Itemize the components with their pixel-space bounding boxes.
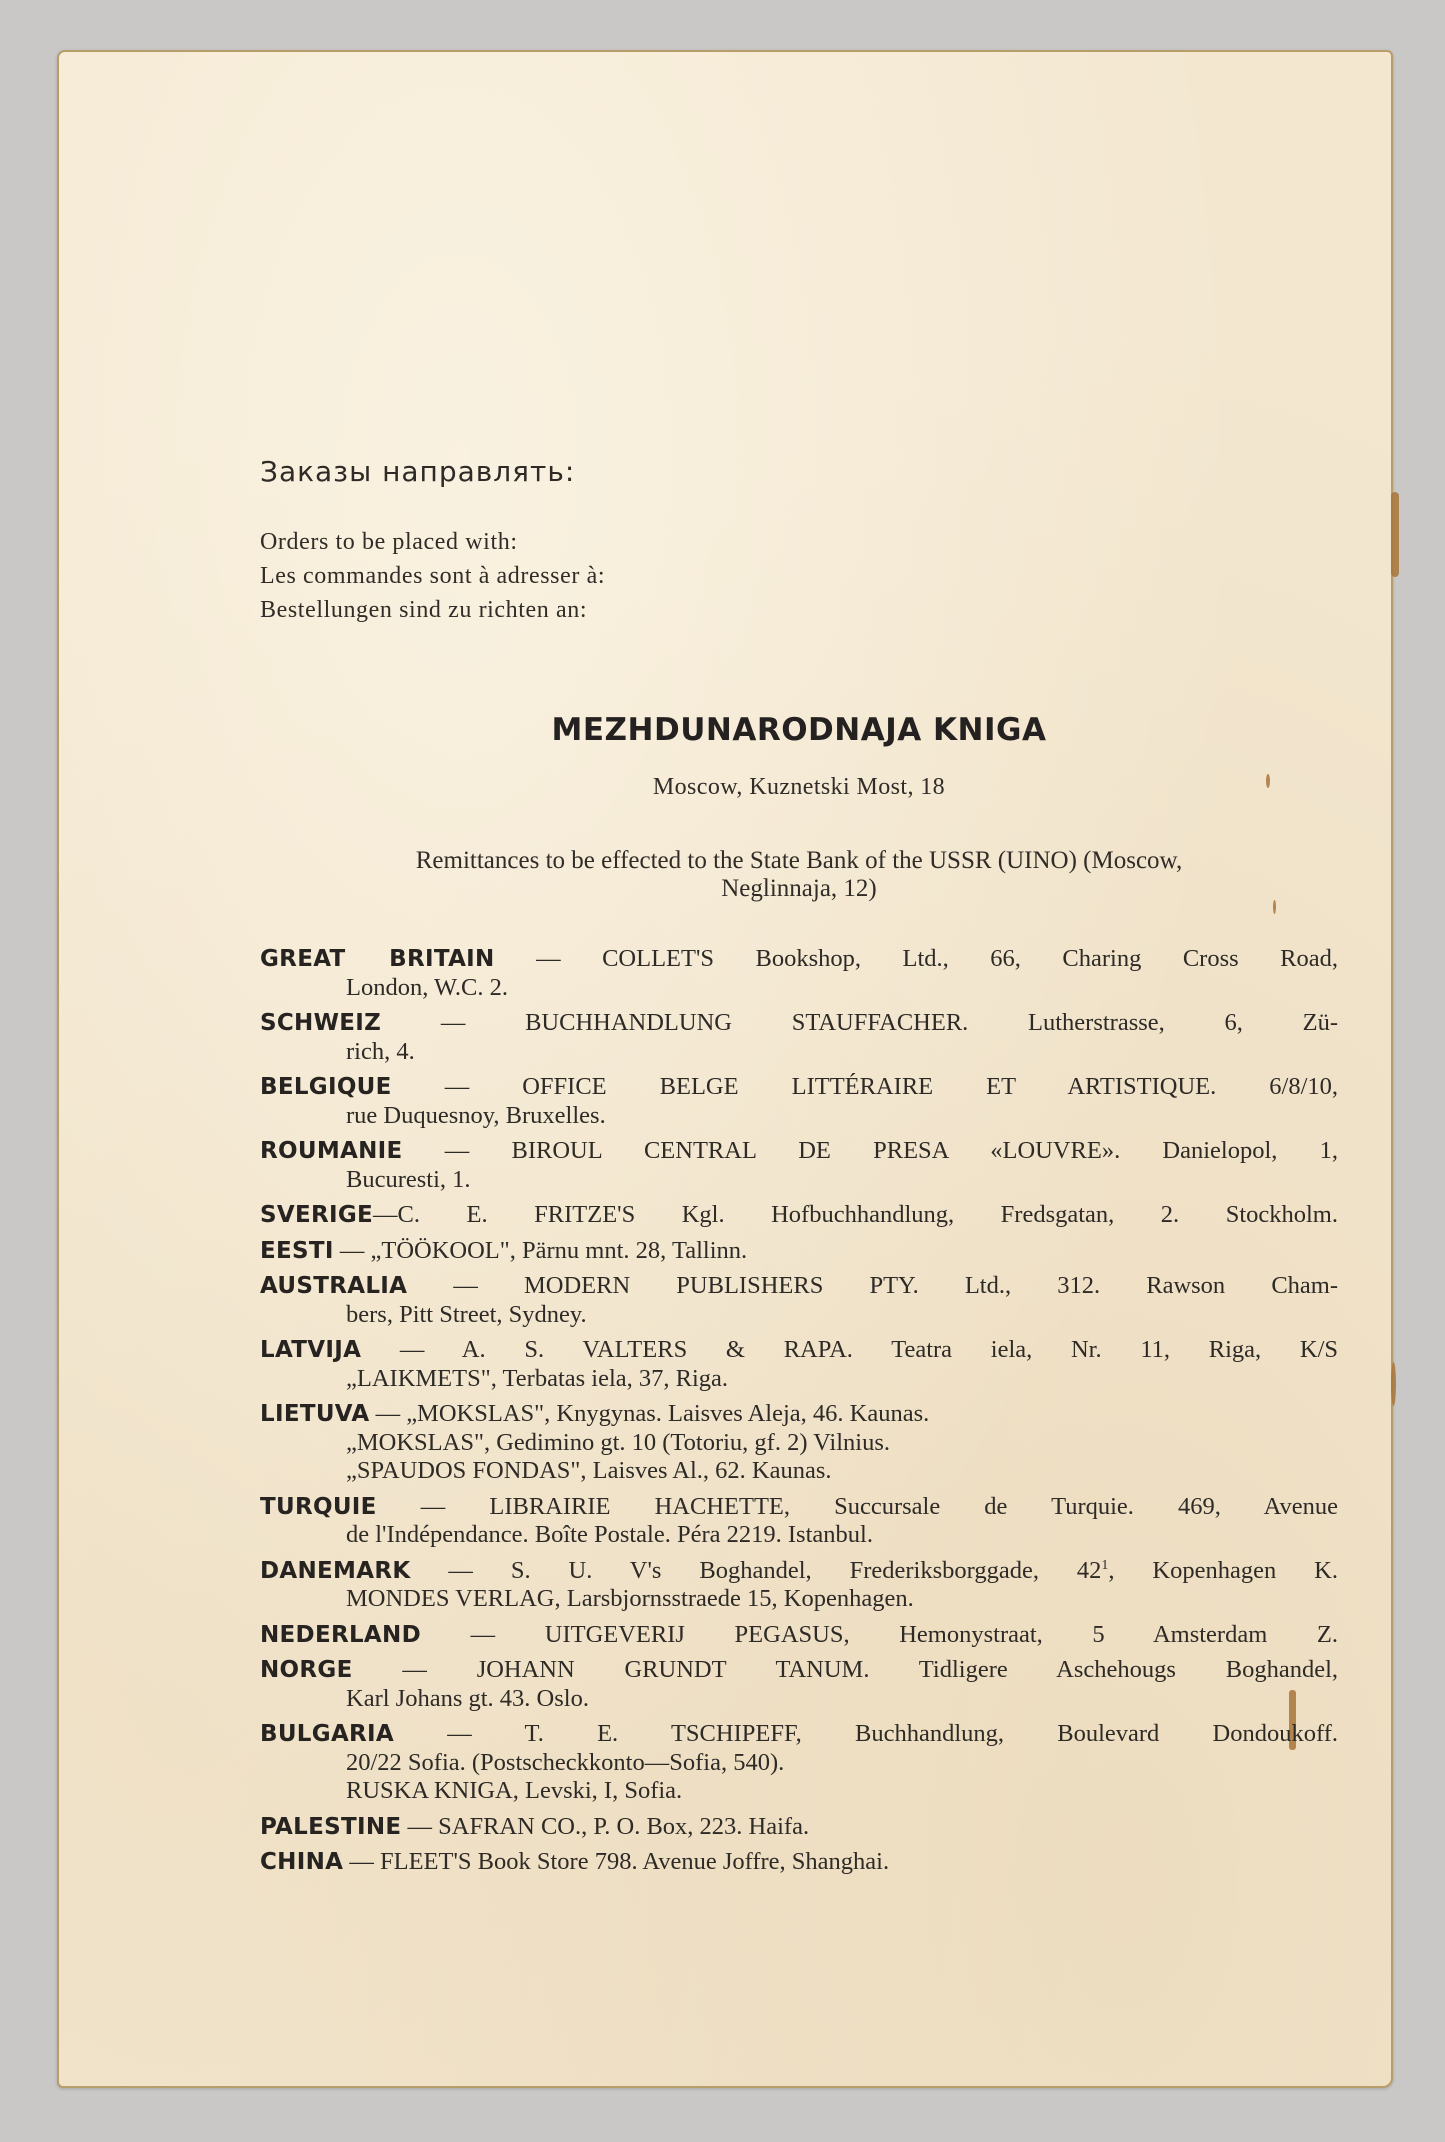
distributor-continuation-line: RUSKA KNIGA, Levski, I, Sofia.	[346, 1777, 683, 1804]
publisher-block	[260, 712, 1338, 801]
distributor-address: — LIBRAIRIE HACHETTE, Succursale de Turquie. 469, Avenue	[376, 1492, 1338, 1520]
distributor-entry	[260, 1720, 1338, 1806]
distributor-continuation-line: rue Duquesnoy, Bruxelles.	[346, 1101, 606, 1129]
country-label: NEDERLAND	[260, 1621, 421, 1648]
remittances-line: Neglinnaja, 12)	[721, 875, 877, 902]
country-label: SVERIGE	[260, 1202, 374, 1228]
spine-stain-mark	[1391, 1362, 1396, 1406]
distributor-first-line	[260, 1073, 1338, 1102]
country-label: DANEMARK	[260, 1557, 411, 1584]
distributor-continuation-line: de l'Indépendance. Boîte Postale. Péra 2219. Istanbul.	[346, 1521, 873, 1548]
distributor-address: — COLLET'S Bookshop, Ltd., 66, Charing Cross Road,	[494, 945, 1338, 972]
distributor-entry	[260, 1813, 1338, 1842]
distributor-first-line	[260, 1009, 1338, 1038]
country-label: BULGARIA	[260, 1721, 395, 1747]
distributor-continuation-line: 20/22 Sofia. (Postscheckkonto—Sofia, 540).	[346, 1748, 785, 1776]
remittances-line: Remittances to be effected to the State Bank of the USSR (UINO) (Moscow,	[415, 847, 1183, 874]
distributor-first-line	[260, 1813, 1338, 1842]
distributor-first-line	[260, 1557, 1338, 1586]
distributor-first-line	[260, 1720, 1338, 1749]
order-instructions	[260, 525, 605, 627]
distributor-entry	[260, 1237, 1338, 1266]
distributor-list	[260, 945, 1338, 1884]
russian-heading: Заказы направлять:	[260, 455, 576, 488]
distributor-first-line	[260, 1400, 1338, 1429]
publisher-name: MEZHDUNARODNAJA KNIGA	[551, 712, 1047, 748]
distributor-address: — MODERN PUBLISHERS PTY. Ltd., 312. Rawson Cham-	[407, 1272, 1338, 1299]
distributor-first-line	[260, 1621, 1338, 1650]
distributor-continuation-line: bers, Pitt Street, Sydney.	[346, 1300, 587, 1328]
order-instruction-de: Bestellungen sind zu richten an:	[260, 597, 588, 623]
distributor-address: — A. S. VALTERS & RAPA. Teatra iela, Nr. 11, Riga, K/S	[361, 1336, 1338, 1363]
distributor-first-line	[260, 1237, 1338, 1266]
distributor-entry	[260, 945, 1338, 1002]
country-label: LIETUVA	[260, 1401, 370, 1427]
distributor-address: — BIROUL CENTRAL DE PRESA «LOUVRE». Danielopol, 1,	[402, 1137, 1338, 1164]
distributor-address: — UITGEVERIJ PEGASUS, Hemonystraat, 5 Amsterdam Z.	[420, 1620, 1338, 1648]
distributor-continuation-line: Bucuresti, 1.	[346, 1165, 471, 1193]
distributor-first-line	[260, 1272, 1338, 1301]
country-label: EESTI	[260, 1237, 334, 1264]
distributor-first-line	[260, 1848, 1338, 1877]
distributor-address: — SAFRAN CO., P. O. Box, 223. Haifa.	[401, 1812, 810, 1840]
publisher-address: Moscow, Kuznetski Most, 18	[652, 774, 946, 800]
distributor-address: — OFFICE BELGE LITTÉRAIRE ET ARTISTIQUE. 6/8/10,	[391, 1073, 1338, 1100]
distributor-entry	[260, 1557, 1338, 1614]
distributor-entry	[260, 1621, 1338, 1650]
remittances-note	[260, 847, 1338, 903]
distributor-address: —C. E. FRITZE'S Kgl. Hofbuchhandlung, Fredsgatan, 2. Stockholm.	[373, 1201, 1338, 1228]
order-instruction-fr: Les commandes sont à adresser à:	[260, 563, 606, 589]
document-page	[57, 50, 1393, 2088]
distributor-continuation-line: rich, 4.	[346, 1037, 415, 1065]
distributor-first-line	[260, 945, 1338, 974]
distributor-address: — T. E. TSCHIPEFF, Buchhandlung, Boulevard Dondoukoff.	[394, 1720, 1338, 1747]
distributor-address: — JOHANN GRUNDT TANUM. Tidligere Aschehougs Boghandel,	[352, 1656, 1338, 1683]
distributor-entry	[260, 1493, 1338, 1550]
distributor-entry	[260, 1848, 1338, 1877]
distributor-continuation-line: London, W.C. 2.	[346, 973, 508, 1001]
distributor-address: — S. U. V's Boghandel, Frederiksborggade, $42^1$, Kopenhagen K.	[410, 1556, 1338, 1584]
distributor-entry	[260, 1073, 1338, 1130]
distributor-first-line	[260, 1201, 1338, 1230]
distributor-continuation-line: „MOKSLAS", Gedimino gt. 10 (Totoriu, gf. 2) Vilnius.	[346, 1428, 890, 1456]
distributor-continuation-line: Karl Johans gt. 43. Oslo.	[346, 1684, 589, 1712]
country-label: BELGIQUE	[260, 1074, 392, 1100]
distributor-address: — FLEET'S Book Store 798. Avenue Joffre, Shanghai.	[343, 1848, 890, 1875]
country-label: LATVIJA	[260, 1337, 362, 1363]
distributor-entry	[260, 1201, 1338, 1230]
distributor-address: — „MOKSLAS", Knygynas. Laisves Aleja, 46. Kaunas.	[369, 1400, 930, 1427]
distributor-entry	[260, 1272, 1338, 1329]
distributor-entry	[260, 1400, 1338, 1486]
distributor-entry	[260, 1009, 1338, 1066]
distributor-first-line	[260, 1493, 1338, 1522]
order-instruction-en: Orders to be placed with:	[260, 529, 518, 555]
distributor-entry	[260, 1137, 1338, 1194]
country-label: ROUMANIE	[260, 1138, 403, 1164]
distributor-address: — BUCHHANDLUNG STAUFFACHER. Lutherstrasse, 6, Zü-	[381, 1009, 1338, 1036]
distributor-continuation-line: „SPAUDOS FONDAS", Laisves Al., 62. Kaunas.	[346, 1457, 832, 1484]
distributor-address: — „TÖÖKOOL", Pärnu mnt. 28, Tallinn.	[333, 1236, 748, 1264]
country-label: NORGE	[260, 1657, 353, 1683]
country-label: PALESTINE	[260, 1813, 402, 1840]
distributor-continuation-line: „LAIKMETS", Terbatas iela, 37, Riga.	[346, 1364, 729, 1392]
distributor-entry	[260, 1336, 1338, 1393]
distributor-first-line	[260, 1137, 1338, 1166]
distributor-first-line	[260, 1656, 1338, 1685]
distributor-entry	[260, 1656, 1338, 1713]
country-label: GREAT BRITAIN	[260, 946, 495, 972]
distributor-continuation-line: MONDES VERLAG, Larsbjornsstraede 15, Kopenhagen.	[346, 1585, 914, 1612]
country-label: CHINA	[260, 1849, 344, 1875]
country-label: TURQUIE	[260, 1493, 377, 1520]
country-label: SCHWEIZ	[260, 1010, 382, 1036]
country-label: AUSTRALIA	[260, 1273, 408, 1299]
spine-stain-mark	[1391, 492, 1399, 577]
distributor-first-line	[260, 1336, 1338, 1365]
